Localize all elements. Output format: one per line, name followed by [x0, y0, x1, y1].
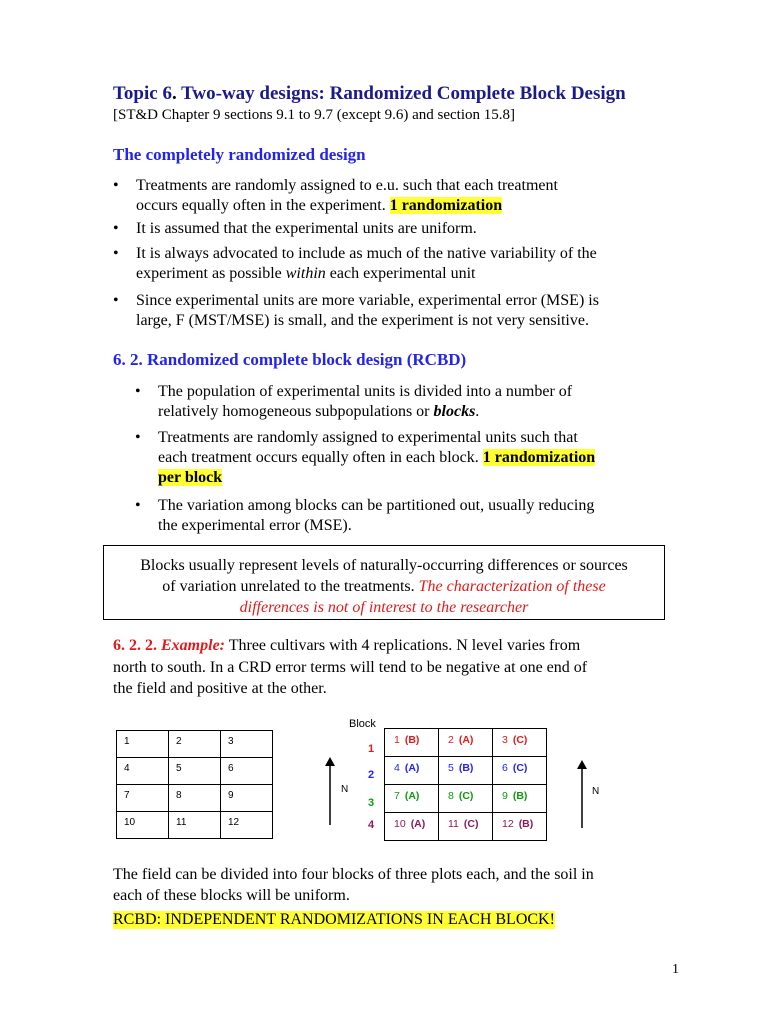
bullet-text: each treatment occurs equally often in each block.	[158, 449, 483, 466]
italic-text: within	[285, 265, 326, 282]
page-title	[113, 83, 626, 105]
table-row	[385, 785, 547, 813]
crd-heading: The completely randomized design	[113, 145, 366, 164]
block-label: 3	[368, 797, 375, 809]
bullet-icon: •	[113, 292, 119, 309]
field-paragraph	[113, 864, 594, 906]
callout-emphasis: differences is not of interest to the researcher	[239, 599, 529, 616]
bullet-icon: •	[113, 245, 119, 262]
plot-cell: 8 (C)	[439, 785, 493, 813]
example-label: Example:	[161, 637, 225, 654]
block-label: 1	[368, 743, 375, 755]
example-number: 6. 2. 2.	[113, 637, 161, 654]
plot-cell: 1	[117, 731, 169, 758]
crd-field-grid	[116, 730, 273, 839]
bolditalic-text: blocks	[433, 403, 476, 420]
plot-cell: 10 (A)	[385, 813, 439, 841]
bullet-text: relatively homogeneous subpopulations or	[158, 403, 434, 420]
plot-cell: 2 (A)	[439, 729, 493, 757]
block-label: 2	[368, 769, 375, 781]
highlight-text: per block	[158, 469, 223, 486]
bullet-text: .	[475, 403, 480, 420]
subtitle: [ST&D Chapter 9 sections 9.1 to 9.7 (except 9.6) and section 15.8]	[113, 107, 515, 123]
table-row	[117, 758, 273, 785]
callout-emphasis: The characterization of these	[418, 578, 606, 595]
title-prefix: Topic 6	[113, 83, 172, 104]
bullet-text: Treatments are randomly assigned to experimental units such that	[158, 429, 578, 446]
page-number: 1	[672, 962, 679, 977]
bullet-text: It is always advocated to include as much of the native variability of the	[136, 245, 597, 262]
plot-cell: 10	[117, 812, 169, 839]
example-text: north to south. In a CRD error terms will tend to be negative at one end of	[113, 658, 588, 676]
highlight-text: 1 randomization	[389, 197, 503, 214]
plot-cell: 2	[169, 731, 221, 758]
plot-cell: 6	[221, 758, 273, 785]
plot-cell: 6 (C)	[493, 757, 547, 785]
bullet-icon: •	[113, 177, 119, 194]
bullet-text: Treatments are randomly assigned to e.u. such that each treatment	[136, 177, 558, 194]
bullet-text: The population of experimental units is divided into a number of	[158, 383, 573, 400]
example-text: Three cultivars with 4 replications. N level varies from	[225, 637, 581, 654]
bullet-text: Since experimental units are more variable, experimental error (MSE) is	[136, 292, 599, 309]
plot-cell: 3	[221, 731, 273, 758]
table-row	[385, 729, 547, 757]
plot-cell: 9 (B)	[493, 785, 547, 813]
title-main: Two-way designs: Randomized Complete Block Design	[181, 83, 626, 104]
table-row	[385, 813, 547, 841]
table-row	[117, 812, 273, 839]
rcbd-heading: 6. 2. Randomized complete block design (RCBD)	[113, 350, 467, 369]
highlight-text: 1 randomization	[482, 449, 596, 466]
table-row	[385, 757, 547, 785]
bullet-icon: •	[135, 429, 141, 446]
rcbd-field-grid	[384, 728, 547, 841]
table-row	[117, 785, 273, 812]
example-text: the field and positive at the other.	[113, 680, 327, 697]
bullet-icon: •	[113, 220, 119, 237]
bullet-icon: •	[135, 383, 141, 400]
plot-cell: 4	[117, 758, 169, 785]
callout-text: of variation unrelated to the treatments.	[162, 578, 419, 595]
plot-cell: 12	[221, 812, 273, 839]
bullet-text: each experimental unit	[325, 265, 476, 282]
plot-cell: 5 (B)	[439, 757, 493, 785]
plot-cell: 12 (B)	[493, 813, 547, 841]
plot-cell: 7 (A)	[385, 785, 439, 813]
block-label: 4	[368, 819, 375, 831]
plot-cell: 8	[169, 785, 221, 812]
bullet-text: large, F (MST/MSE) is small, and the experiment is not very sensitive.	[136, 312, 589, 329]
plot-cell: 9	[221, 785, 273, 812]
callout-text: Blocks usually represent levels of naturally-occurring differences or sources	[140, 557, 628, 574]
example-paragraph	[113, 635, 587, 700]
plot-cell: 5	[169, 758, 221, 785]
plot-cell: 3 (C)	[493, 729, 547, 757]
table-row	[117, 731, 273, 758]
north-arrow-icon	[323, 757, 337, 827]
block-header: Block	[349, 718, 376, 730]
bullet-text: experiment as possible	[136, 265, 286, 282]
plot-cell: 7	[117, 785, 169, 812]
paragraph-text: each of these blocks will be uniform.	[113, 887, 350, 904]
bullet-text: occurs equally often in the experiment.	[136, 197, 390, 214]
north-label: N	[592, 786, 600, 797]
title-sep: .	[171, 83, 182, 104]
north-arrow-icon	[575, 760, 589, 830]
plot-cell: 4 (A)	[385, 757, 439, 785]
north-label: N	[341, 784, 349, 795]
bullet-text: It is assumed that the experimental units are uniform.	[136, 220, 477, 237]
plot-cell: 1 (B)	[385, 729, 439, 757]
bullet-icon: •	[135, 497, 141, 514]
plot-cell: 11 (C)	[439, 813, 493, 841]
callout-box	[103, 545, 665, 620]
bullet-text: The variation among blocks can be partitioned out, usually reducing	[158, 497, 595, 514]
paragraph-text: The field can be divided into four blocks of three plots each, and the soil in	[113, 866, 594, 883]
plot-cell: 11	[169, 812, 221, 839]
final-highlight: RCBD: INDEPENDENT RANDOMIZATIONS IN EACH BLOCK!	[113, 911, 555, 928]
bullet-text: the experimental error (MSE).	[158, 517, 352, 534]
